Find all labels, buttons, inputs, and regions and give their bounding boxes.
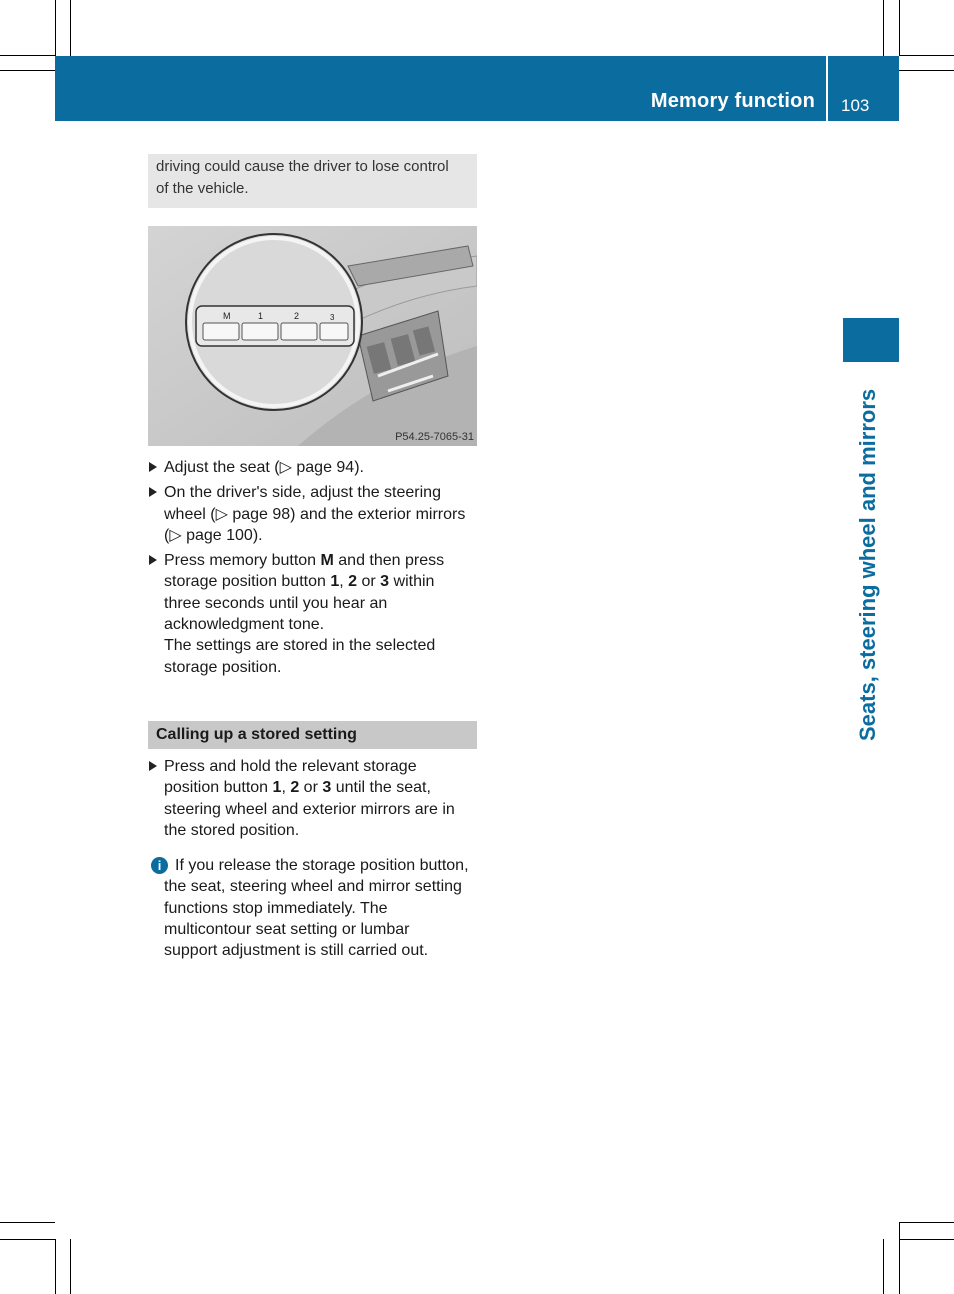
step-item (148, 550, 479, 678)
step-arrow-icon (149, 462, 157, 472)
button-label-1: 1 (258, 311, 264, 321)
step-text: (▷ page 100). (164, 526, 263, 544)
crop-mark (55, 0, 56, 56)
crop-mark (899, 1222, 954, 1223)
step-text: Adjust the seat (▷ page 94). (164, 459, 364, 476)
crop-mark (883, 0, 884, 56)
figure-code: P54.25-7065-31 (395, 431, 474, 443)
step-text: acknowledgment tone. (164, 616, 325, 634)
crop-mark (70, 1239, 71, 1294)
warning-text-line: driving could cause the driver to lose control (156, 158, 449, 175)
page-header (55, 56, 899, 121)
warning-box (148, 154, 477, 208)
button-label-2: 2 (294, 311, 300, 321)
steps-list (148, 457, 479, 682)
recall-steps (148, 756, 479, 962)
crop-mark (899, 1239, 954, 1240)
crop-mark (899, 1222, 900, 1294)
step-item (148, 482, 479, 546)
info-text: the seat, steering wheel and mirror setting (164, 878, 462, 896)
crop-mark (899, 55, 954, 56)
step-text: steering wheel and exterior mirrors are in (164, 800, 455, 818)
info-text: If you release the storage position button, (175, 857, 469, 875)
crop-mark (0, 1239, 55, 1240)
crop-mark (0, 55, 55, 56)
info-text: functions stop immediately. The (164, 899, 388, 917)
info-text: multicontour seat setting or lumbar (164, 921, 410, 939)
chapter-tab-label: Seats, steering wheel and mirrors (855, 388, 880, 741)
step-item (148, 756, 479, 841)
crop-mark (0, 1222, 55, 1223)
step-result-text: The settings are stored in the selected (164, 637, 436, 655)
step-arrow-icon (149, 555, 157, 565)
step-text: storage position button 1, 2 or 3 within (164, 573, 435, 591)
step-arrow-icon (149, 487, 157, 497)
crop-mark (55, 1239, 56, 1294)
button-label-3: 3 (330, 313, 335, 322)
memory-buttons-figure (148, 226, 477, 446)
section-title: Memory function (650, 90, 815, 112)
section-heading (148, 721, 477, 749)
step-text: the stored position. (164, 821, 300, 839)
step-text: Press memory button M and then press (164, 552, 445, 570)
crop-mark (70, 0, 71, 56)
crop-mark (899, 0, 900, 56)
info-note (148, 855, 479, 961)
step-text: wheel (▷ page 98) and the exterior mirrors (164, 505, 466, 523)
chapter-tab-marker (843, 318, 899, 362)
step-text: Press and hold the relevant storage (164, 758, 417, 775)
step-text: position button 1, 2 or 3 until the seat, (164, 779, 431, 797)
button-label-m: M (223, 311, 231, 321)
page-number: 103 (841, 96, 870, 115)
step-item (148, 457, 479, 478)
step-result-text: storage position. (164, 658, 282, 676)
step-text: three seconds until you hear an (164, 594, 388, 612)
step-arrow-icon (149, 761, 157, 771)
step-text: On the driver's side, adjust the steering (164, 484, 441, 502)
crop-mark (0, 70, 55, 71)
crop-mark (883, 1239, 884, 1294)
info-icon: i (151, 857, 168, 874)
crop-mark (899, 70, 954, 71)
section-heading-text: Calling up a stored setting (156, 726, 357, 743)
warning-text-line: of the vehicle. (156, 180, 249, 197)
door-panel-illustration (148, 226, 477, 446)
header-divider (826, 56, 828, 121)
info-text: support adjustment is still carried out. (164, 942, 429, 960)
